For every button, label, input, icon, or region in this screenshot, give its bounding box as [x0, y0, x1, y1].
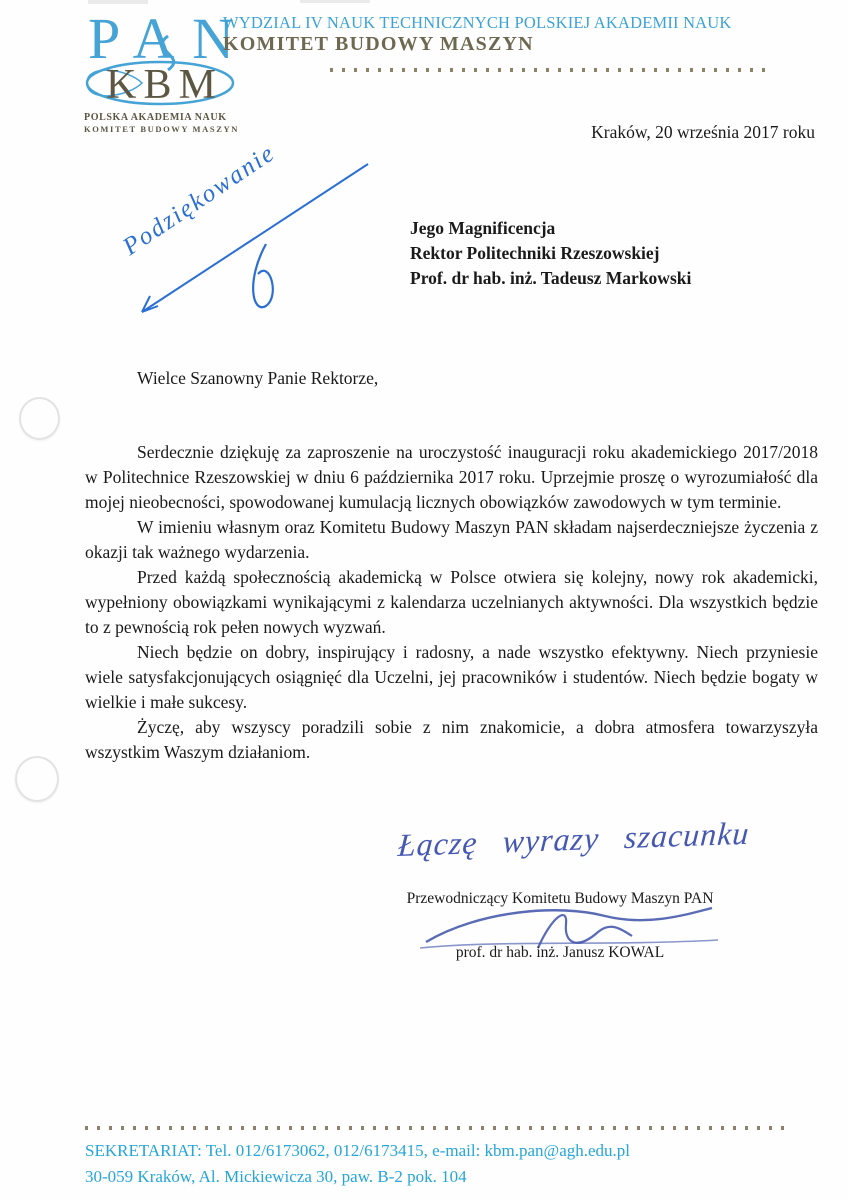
- pan-kbm-emblem: [84, 6, 240, 106]
- dateline: Kraków, 20 września 2017 roku: [591, 122, 815, 142]
- paragraph: Życzę, aby wszyscy poradzili sobie z nim znakomicie, a dobra atmosfera towarzyszyła wszystkim Waszym działaniom.: [85, 717, 818, 762]
- recipient-line1: Jego Magnificencja: [410, 218, 556, 238]
- committee-line: KOMITET BUDOWY MASZYN: [223, 33, 534, 55]
- recipient-block: [410, 216, 691, 291]
- scan-artifact: [88, 0, 148, 4]
- recipient-line2: Rektor Politechniki Rzeszowskiej: [410, 243, 660, 263]
- footer-contact-line: SEKRETARIAT: Tel. 012/6173062, 012/6173415, e-mail: kbm.pan@agh.edu.pl: [85, 1141, 631, 1160]
- footer-address-line: 30-059 Kraków, Al. Mickiewicza 30, paw. B-2 pok. 104: [85, 1167, 467, 1186]
- logo-kbm-text: KBM: [106, 62, 216, 106]
- hole-punch-mark: [15, 756, 59, 802]
- pan-kbm-logo: [84, 6, 240, 134]
- paragraph: Przed każdą społecznością akademicką w Polsce otwiera się kolejny, nowy rok akademicki, wypełniony obowiązkami wynikającymi z kalendarza uczelnianych aktywności. Dla wszystkich będzie to z pewnością rok pełen nowych wyzwań.: [85, 567, 818, 637]
- annotation-arrow: [142, 164, 368, 312]
- logo-pan-text: PAN: [88, 6, 234, 71]
- logo-org-line1: POLSKA AKADEMIA NAUK: [84, 112, 227, 123]
- letter-body: [85, 440, 818, 765]
- hole-punch-mark: [19, 397, 60, 440]
- signer-title: Przewodniczący Komitetu Budowy Maszyn PAN: [406, 890, 714, 907]
- paragraph: W imieniu własnym oraz Komitetu Budowy Maszyn PAN składam najserdeczniejsze życzenia z okazji tak ważnego wydarzenia.: [85, 517, 818, 562]
- signer-name: prof. dr hab. inż. Janusz KOWAL: [455, 944, 665, 961]
- annotation-word: Podziękowanie: [118, 139, 281, 261]
- department-line: WYDZIAL IV NAUK TECHNICZNYCH POLSKIEJ AKADEMII NAUK: [223, 13, 732, 32]
- handwritten-annotation: [118, 139, 388, 328]
- handwritten-closing: Łączę wyrazy szacunku: [396, 814, 751, 864]
- salutation: Wielce Szanowny Panie Rektorze,: [137, 368, 379, 388]
- header-dotted-rule: [330, 68, 772, 72]
- recipient-line3: Prof. dr hab. inż. Tadeusz Markowski: [410, 268, 692, 288]
- scan-artifact: [300, 0, 370, 3]
- annotation-paraph: [253, 244, 273, 307]
- paragraph: Serdecznie dziękuję za zaproszenie na uroczystość inauguracji roku akademickiego 2017/2018 w Politechnice Rzeszowskiej w dniu 6 października 2017 roku. Uprzejmie proszę o wyrozumiałość dla mojej nieobecności, spowodowanej kumulacją licznych obowiązków zawodowych w tym terminie.: [85, 442, 818, 512]
- logo-org-line2: KOMITET BUDOWY MASZYN: [84, 124, 239, 134]
- footer-dotted-rule: [85, 1126, 793, 1130]
- paragraph: Niech będzie on dobry, inspirujący i radosny, a nade wszystko efektywny. Niech przyniesie wiele satysfakcjonujących osiągnięć dla Uczelni, jej pracowników i studentów. Niech będzie bogaty w wielkie i małe sukcesy.: [85, 642, 818, 712]
